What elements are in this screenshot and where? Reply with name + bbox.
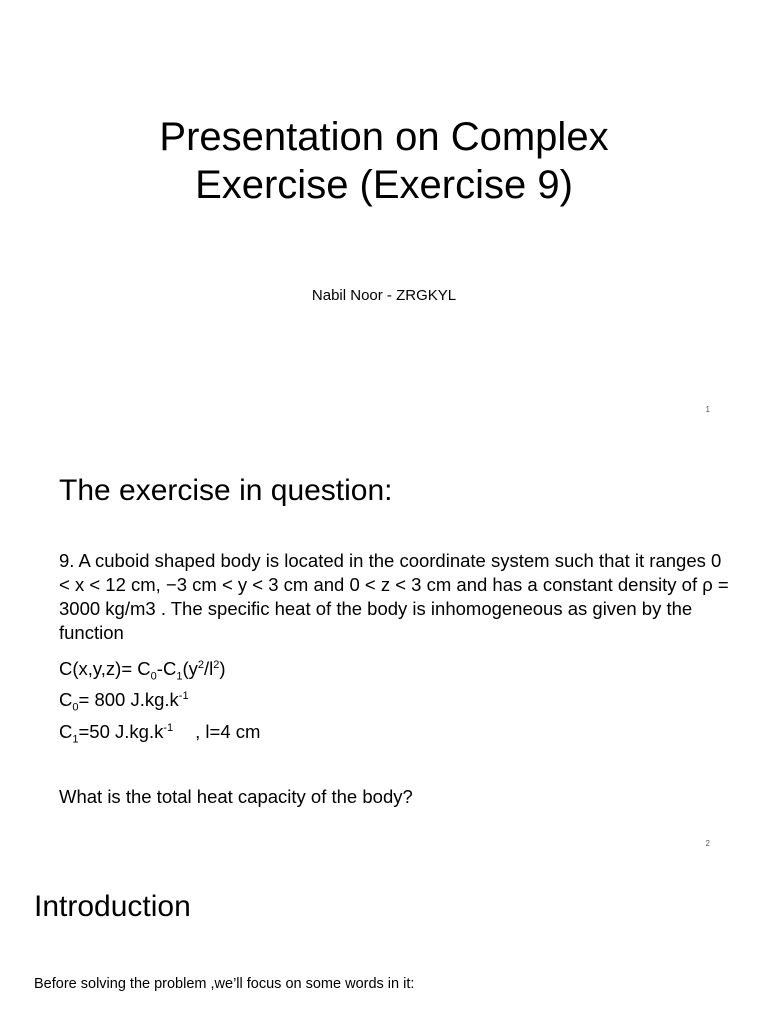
- formula-slash-l: /l: [203, 658, 214, 679]
- formula-sup-a: 2: [197, 658, 204, 671]
- presentation-title: [0, 113, 768, 209]
- c1-subscript: 1: [72, 733, 79, 746]
- c0-value: = 800 J.kg.k: [78, 689, 179, 710]
- formula-paren-close: ): [219, 658, 226, 679]
- title-line-1: Presentation on Complex: [159, 115, 609, 159]
- c1-superscript: -1: [163, 721, 174, 734]
- introduction-text: Before solving the problem ,we’ll focus on some words in it:: [34, 976, 415, 992]
- c1-definition: [59, 720, 260, 744]
- slide-3: [0, 864, 768, 1024]
- formula-sub-1: 1: [176, 670, 183, 683]
- c0-subscript: 0: [72, 701, 79, 714]
- formula-paren-open: (y: [182, 658, 198, 679]
- question-text: What is the total heat capacity of the body?: [59, 786, 413, 807]
- slide-number: 1: [705, 405, 710, 414]
- c0-symbol: C: [59, 689, 73, 710]
- c1-value: =50 J.kg.k: [78, 721, 164, 742]
- l-value: , l=4 cm: [195, 721, 261, 742]
- formula-lhs: C(x,y,z)= C: [59, 658, 151, 679]
- formula-minus-c: -C: [156, 658, 177, 679]
- specific-heat-formula: [59, 657, 226, 681]
- author-subtitle: Nabil Noor - ZRGKYL: [311, 287, 457, 304]
- introduction-heading: Introduction: [34, 890, 191, 923]
- formula-sup-b: 2: [213, 658, 220, 671]
- c1-symbol: C: [59, 721, 73, 742]
- slide-1: [0, 0, 768, 432]
- slide-number: 2: [705, 839, 710, 848]
- title-line-2: Exercise (Exercise 9): [195, 163, 573, 207]
- c0-superscript: -1: [178, 689, 189, 702]
- formula-sub-0: 0: [150, 670, 157, 683]
- problem-statement: 9. A cuboid shaped body is located in the coordinate system such that it ranges 0 < x < 12 cm, −3 cm < y < 3 cm and 0 < z < 3 cm and has a constant density of ρ = 3000 kg/m3 . The specific heat of the body is inhomogeneous as given by the function: [59, 550, 729, 643]
- exercise-heading: The exercise in question:: [59, 474, 393, 507]
- c0-definition: [59, 688, 189, 712]
